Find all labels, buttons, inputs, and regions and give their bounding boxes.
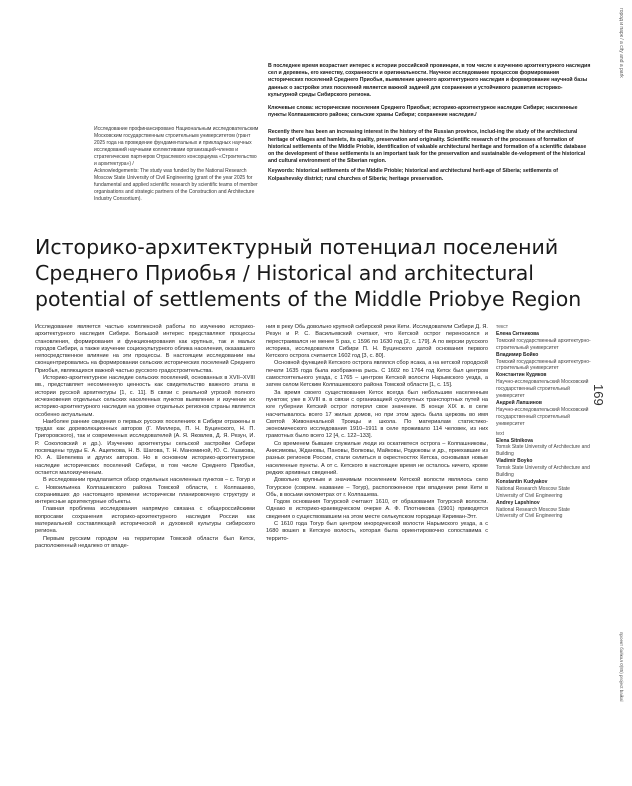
authors-label-en: text (496, 430, 505, 437)
paragraph: Наиболее ранние сведения о первых русских поселениях в Сибири отражены в трудах как дореволюционных авторов (Г. Миллера, П. Н. Буцинского, Н. П. Григоровского), так и современных исследователей (А. Я. Яковлев, Д. Я. Резун, И. Р. Соколовский и др.). Изучению архитектуры сельской застройки Сибири посвящены труды Е. А. Ащепкова, Н. В. Шагова, Т. Н. Маноминой, Ю. С. Ушакова, Ю. А. Шепелева и других авторов. Но в основном историко-архитектурное наследие исторических поселений Сибири, в том числе Среднего Приобья, остается малоизученным. (35, 418, 255, 476)
paragraph: ния в реку Обь довольно крупной сибирской реки Кети. Исследователи Сибири Д. Я. Резун и Р. С. Васильевский считают, что Кетской острог переносился и перестраивался не менее 5 раз, с 1596 по 1630 год [2, с. 179]. А по версии русского историка, исследователя Сибири П. Н. Буцинского датой основания первого Кетского острога считается 1602 год [3, с. 80]. (266, 324, 488, 360)
paragraph: За время своего существования Кетск всегда был небольшим населенным пунктом; уже в XVIII в. в связи с организацией сухопутных транспортных путей на юге губернии Кетский острог потерял свое значение. В конце XIX в. в селе насчитывалось всего 17 жилых домов, но при этом здесь была церковь во имя Святой Живоначальной Троицы и школа. По материалам статистико-экономического исследования 1910–1911 в селе проживало 114 человек, из них грамотных было всего 12 [4, с. 122–133]. (266, 389, 488, 440)
paragraph: Довольно крупным и значимым поселением Кетской волости являлось село Тогурское (соврем. название – Тогур), расположенное при впадении реки Кети в Обь, в восьми километрах от г. Колпашева. (266, 477, 488, 498)
author-entry: Vladimir Boyko Tomsk State University of Architecture and Building (496, 458, 590, 479)
authors-label-ru: текст (496, 324, 509, 330)
paragraph: Со временем бывшие служилые люди из оскативтеся острога – Колпашниковы, Анисимовы, Ждановы, Пановы, Волковы, Майковы, Родюковы и др., приехавшие из разных регионов России, стали селиться в окрестностях Кетска, основывая новые населенные пункты. А от с. Кетского в настоящее время не осталось ничего, кроме редких архивных сведений. (266, 440, 488, 476)
author-entry: Andrey Lapshinov National Research Moscow State University of Civil Engineering (496, 499, 570, 520)
paragraph: Главная проблема исследования напрямую связана с общероссийскими вопросами сохранения историко-архитектурного наследия России как материальной составляющей исторической и духовной культуры сибирского региона. (35, 506, 255, 535)
body-column-1 (35, 324, 255, 550)
funding-note (94, 126, 260, 203)
paragraph: С 1610 года Тогур был центром инородческой волости Нарымского уезда, а с 1680 вошел в Кетскую волость, которая была ориентировочно сопоставима с террито- (266, 521, 488, 542)
author-entry: Андрей Лапшинов Научно-исследовательский Московский государственный строительный университет (496, 399, 589, 427)
keywords-en: Keywords: historical settlements of the Middle Priobie; historical and architectural herit-age of Siberia; settlements of Kolpashevsky district; rural churches of Siberia; heritage preservation. (268, 168, 558, 182)
body-column-2 (266, 324, 488, 543)
paragraph: Историко-архитектурное наследие сельских поселений, основанных в XVII–XVIII вв., представляет несомненную ценность как свидетельство важного этапа в истории русской архитектуры [1, с. 11]. В связи с реальной угрозой полного исчезновения отдельных сельских населенных пунктов выявление и изучение их историко-архитектурного наследия на уровне отдельных регионов страны является особенно актуальным. (35, 375, 255, 418)
funding-ru: Исследование профинансировано Национальным исследовательским Московским государственным строительным университетом (грант 2025 года на проведение фундаментальных и прикладных научных исследований научными коллективами организаций-членов и стратегических партнеров Отраслевого консорциума «Строительство и архитектура») / (94, 126, 259, 167)
abstract-ru: В последнее время возрастает интерес к истории российской провинции, в том числе к изучению архитектурного наследия сел и деревень, его качеству, сохранности и оригинальности. Научное исследование процессов формирования исторических поселений Среднего Приобья, выявление ценного архитектурного наследия и формирование научной базы данных о застройке этих поселений является важной задачей для сохранения и устойчивого развития историко-культурной среды Сибирского региона. (268, 63, 591, 98)
funding-en: Acknowledgements: The study was funded by the National Research Moscow State University of Civil Engineering (grant of the year 2025 for fundamental and applied scientific research by scientific teams of member organisations and strategic partners of the Construction and Architecture Industry Consortium). (94, 168, 258, 202)
author-entry: Константин Кудяков Научно-исследовательский Московский государственный строительный университет (496, 372, 589, 400)
author-entry: Konstantin Kudyakov National Research Moscow State University of Civil Engineering (496, 478, 570, 499)
keywords-ru: Ключевые слова: исторические поселения Среднего Приобья; историко-архитектурное наследие Сибири; населенные пункты Колпашевского района; сельские храмы Сибири; сохранение наследия./ (268, 105, 578, 119)
page-number: 169 (591, 384, 606, 406)
article-title: Историко-архитектурный потенциал поселений Среднего Приобья / Historical and architectural potential of settlements of the Middle Priobye Region (35, 235, 582, 311)
paragraph: Исследование является частью комплексной работы по изучению историко-архитектурного наследия Сибири. Большой интерес представляют процессы становления, формирования и функционирования как крупных, так и малых городов Сибири, а также изучение социокультурного облика населения, оказавшего непосредственное влияние на эти процессы. В настоящем исследовании мы сконцентрировались на формировании сельских исторических поселений Среднего Приобья, являющихся важной частью русского градостроительства. (35, 324, 255, 374)
running-header: город и парк / a city and a park (618, 8, 624, 78)
paragraph: Годом основания Тогурской считают 1610, от образования Тогурской волости. Однако в историко-краеведческом очерке А. Ф. Плотникова (1901) приводятся сведения о существовавшем на этом месте селькупском городище Кириман-Этт. (266, 499, 488, 520)
paragraph: В исследовании предлагается обзор отдельных населенных пунктов – с. Тогур и с. Новоильинка Колпашевского района Томской области, г. Колпашево, сохранивших до настоящего времени исторически планировочную структуру и интересные архитектурные объекты. (35, 477, 255, 506)
paragraph: Первым русским городом на территории Томской области был Кетск, расположенный недалеко от впаде- (35, 535, 255, 549)
abstract (268, 63, 591, 183)
journal-footer: проект байкал 0(85) project baikal (619, 632, 624, 702)
authors-block (496, 324, 592, 520)
paragraph: Основной функцией Кетского острога являлся сбор ясака, а на кетской городской печати 1635 года была изображена рысь. С 1602 по 1764 год Кетск был центром самостоятельного уезда, с 1765 – центром Кетской волости Нарымского уезда, а затем селом Кетским Колпашевского района Томской области [1, с. 15]. (266, 360, 488, 389)
author-entry: Елена Ситникова Томский государственный архитектурно-строительный университет (496, 330, 591, 351)
author-entry: Elena Sitnikova Tomsk State University of Architecture and Building (496, 437, 590, 458)
abstract-en: Recently there has been an increasing interest in the history of the Russian province, includ-ing the study of the architectural heritage of villages and hamlets, its quality, preservation and originality. Scientific research of the processes of formation of historical settlements of the Middle Priobie, identification of valuable architectural heritage and formation of a scientific database on the development of these settlements is an important task for the preservation and sustainable de-velopment of the historical and cultural environment of the Siberian region. (268, 129, 587, 165)
author-entry: Владимир Бойко Томский государственный архитектурно-строительный университет (496, 351, 591, 372)
